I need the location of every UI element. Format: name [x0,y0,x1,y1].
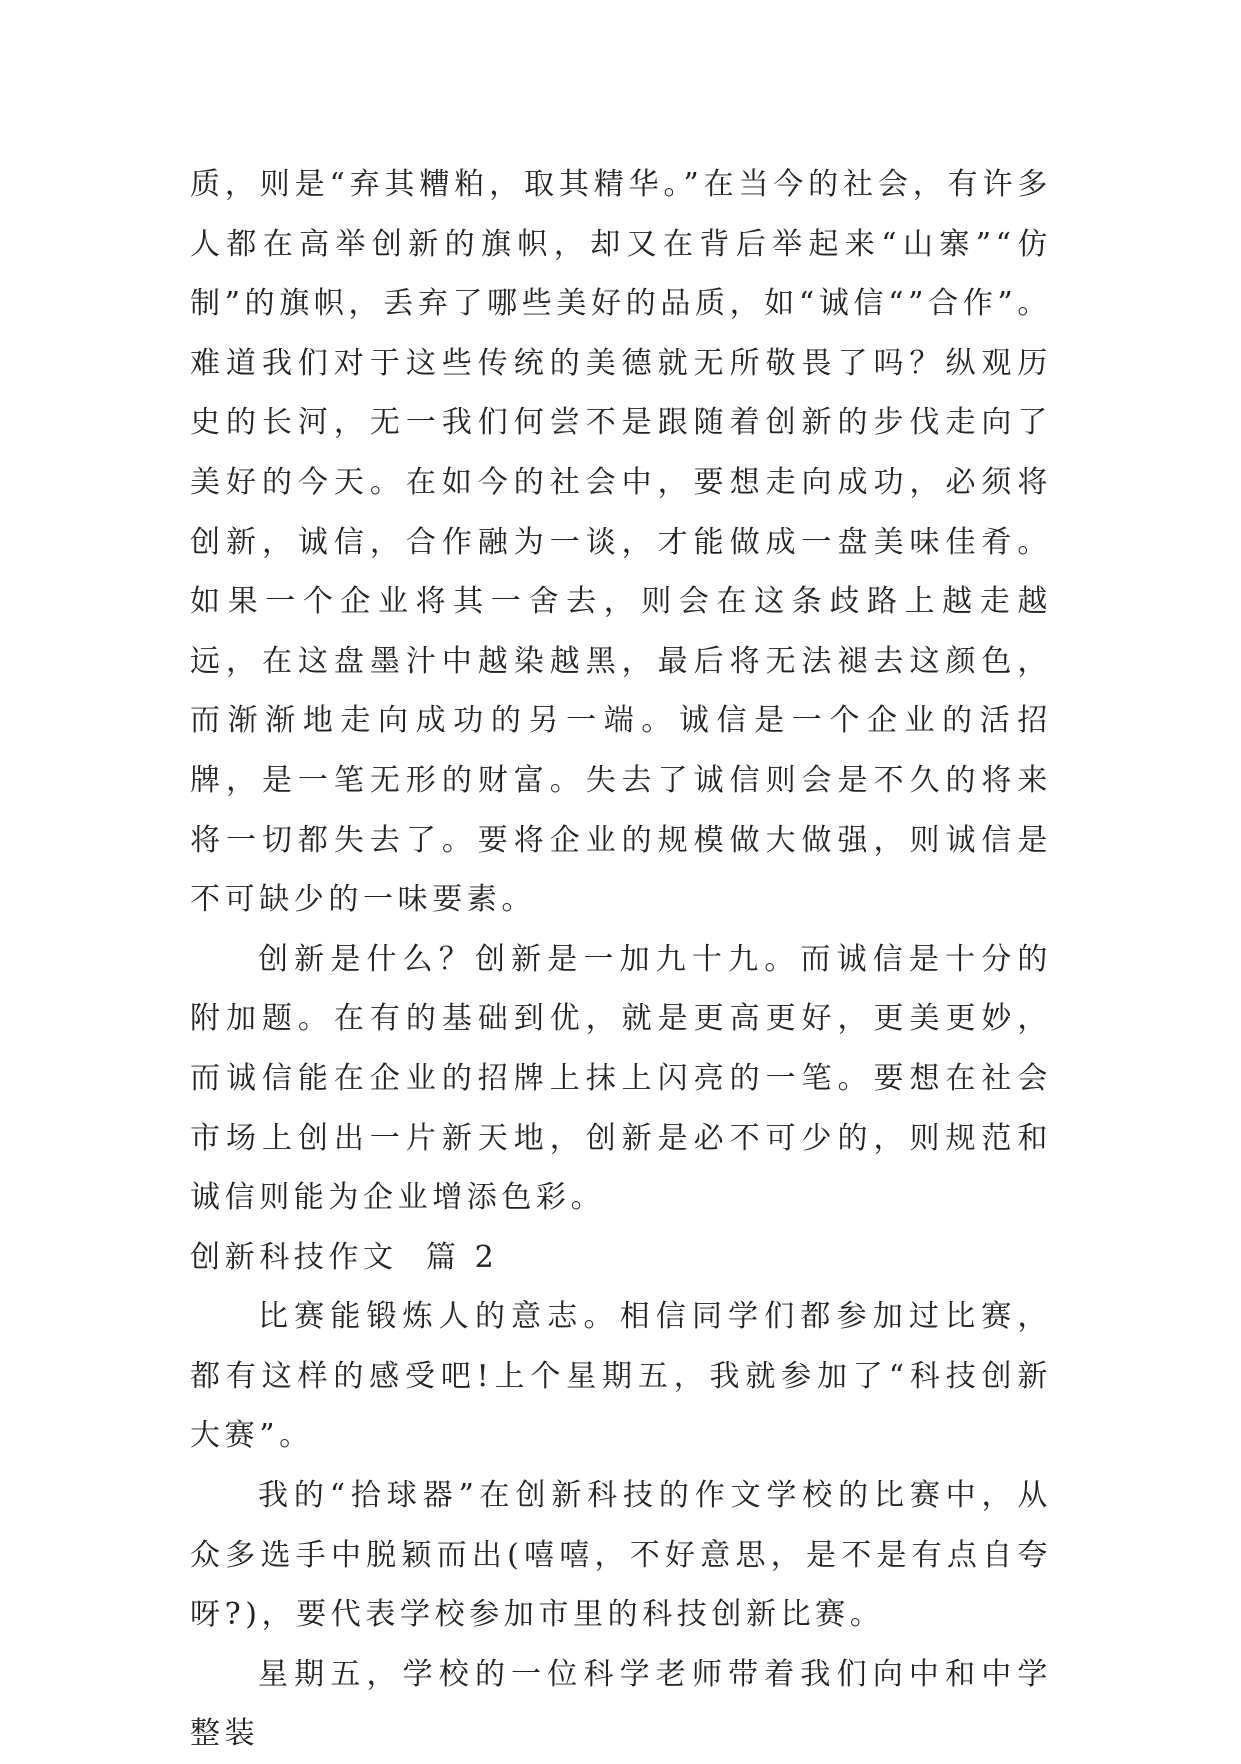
paragraph-2: 创新是什么？创新是一加九十九。而诚信是十分的附加题。在有的基础到优，就是更高更好，更美更妙，而诚信能在企业的招牌上抹上闪亮的一笔。要想在社会市场上创出一片新天地，创新是必不可少的，则规范和诚信则能为企业增添色彩。 [190,941,1052,1216]
paragraph-3: 比赛能锻炼人的意志。相信同学们都参加过比赛，都有这样的感受吧!上个星期五，我就参加了“科技创新大赛”。 [190,1299,1052,1454]
paragraph-4: 我的“拾球器”在创新科技的作文学校的比赛中，从众多选手中脱颖而出(嘻嘻，不好意思，是不是有点自夸呀?)，要代表学校参加市里的科技创新比赛。 [190,1478,1052,1633]
document-body [190,155,1052,1764]
paragraph-1: 质，则是“弃其糟粕，取其精华。”在当今的社会，有许多人都在高举创新的旗帜，却又在背后举起来“山寨”“仿制”的旗帜，丢弃了哪些美好的品质，如“诚信“”合作”。难道我们对于这些传统的美德就无所敬畏了吗？纵观历史的长河，无一我们何尝不是跟随着创新的步伐走向了美好的今天。在如今的社会中，要想走向成功，必须将创新，诚信，合作融为一谈，才能做成一盘美味佳肴。如果一个企业将其一舍去，则会在这条歧路上越走越远，在这盘墨汁中越染越黑，最后将无法褪去这颜色，而渐渐地走向成功的另一端。诚信是一个企业的活招牌，是一笔无形的财富。失去了诚信则会是不久的将来将一切都失去了。要将企业的规模做大做强，则诚信是不可缺少的一味要素。 [190,167,1052,918]
section-heading: 创新科技作文 篇 2 [190,1239,499,1275]
paragraph-5: 星期五，学校的一位科学老师带着我们向中和中学整装 [190,1656,1052,1752]
